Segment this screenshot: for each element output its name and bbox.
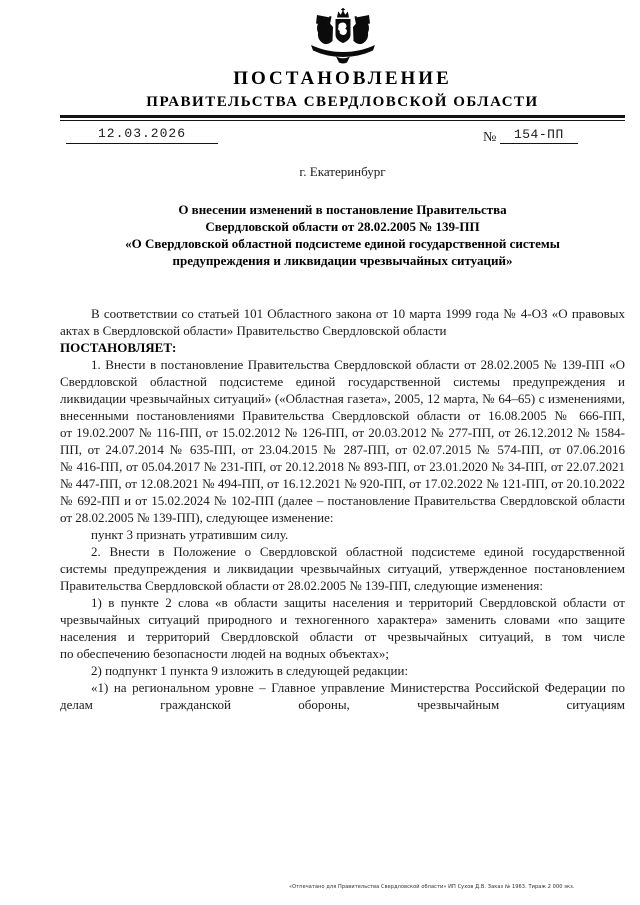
subject-line: Свердловской области от 28.02.2005 № 139-ПП [205, 219, 480, 234]
paragraph-resolves: ПОСТАНОВЛЯЕТ: [60, 340, 177, 355]
document-subject [60, 201, 625, 269]
decree-content [60, 8, 625, 713]
document-date: 12.03.2026 [66, 126, 218, 144]
subject-line: «О Свердловской областной подсистеме единой государственной системы [125, 236, 560, 251]
document-body [60, 305, 625, 713]
paragraph-preamble: В соответствии со статьей 101 Областного закона от 10 марта 1999 года № 4-ОЗ «О правовых актах в Свердловской области» Правительство Свердловской области [60, 306, 625, 338]
issuing-authority-title: ПРАВИТЕЛЬСТВА СВЕРДЛОВСКОЙ ОБЛАСТИ [146, 94, 539, 110]
paragraph-item-1: 1. Внести в постановление Правительства Свердловской области от 28.02.2005 № 139-ПП «О Свердловской областной подсистеме единой государственной системы предупреждения и ликвидации чрезвычайных ситуаций» («Областная газета», 2005, 12 марта, № 64–65) с изменениями, внесенными постановлениями Правительства Свердловской области от 16.08.2005 № 666-ПП, от 19.02.2007 № 116-ПП, от 15.02.2012 № 126-ПП, от 20.03.2012 № 277-ПП, от 26.12.2012 № 1584-ПП, от 24.07.2014 № 635-ПП, от 23.04.2015 № 287-ПП, от 02.07.2015 № 574-ПП, от 07.06.2016 № 416-ПП, от 05.04.2017 № 231-ПП, от 20.12.2018 № 893-ПП, от 23.01.2020 № 34-ПП, от 22.07.2021 № 447-ПП, от 12.08.2021 № 494-ПП, от 16.12.2021 № 920-ПП, от 17.02.2022 № 121-ПП, от 20.10.2022 № 692-ПП и от 15.02.2024 № 102-ПП (далее – постановление Правительства Свердловской области от 28.02.2005 № 139-ПП), следующее изменение: [60, 357, 625, 525]
paragraph-item-2: 2. Внести в Положение о Свердловской областной подсистеме единой государственной системы предупреждения и ликвидации чрезвычайных ситуаций, утвержденное постановлением Правительства Свердловской области от 28.02.2005 № 139-ПП, следующие изменения: [60, 544, 625, 593]
paragraph-subitem-2: 2) подпункт 1 пункта 9 изложить в следующей редакции: [91, 663, 409, 678]
paragraph-new-wording: «1) на региональном уровне – Главное управление Министерства Российской Федерации по делам гражданской обороны, чрезвычайным ситуациям [60, 680, 625, 712]
document-city: г. Екатеринбург [299, 164, 386, 179]
document-type-title: ПОСТАНОВЛЕНИЕ [233, 68, 452, 89]
paragraph-item-1-change: пункт 3 признать утратившим силу. [91, 527, 289, 542]
subject-line: О внесении изменений в постановление Правительства [178, 202, 507, 217]
document-number-field [483, 129, 578, 146]
subject-line: предупреждения и ликвидации чрезвычайных ситуаций» [172, 253, 513, 268]
meta-row [60, 121, 625, 155]
document-number: 154-ПП [500, 127, 578, 144]
print-shop-imprint: «Отпечатано для Правительства Свердловской области» ИП Сухов Д.В. Заказ № 1963. Тираж 2 000 экз. [289, 884, 575, 890]
coat-of-arms-icon [306, 8, 380, 65]
number-sign: № [483, 130, 497, 145]
paragraph-subitem-1: 1) в пункте 2 слова «в области защиты населения и территорий Свердловской области от чрезвычайных ситуаций природного и техногенного характера» заменить словами «по защите населения и территорий Свердловской области от чрезвычайных ситуаций, в том числе по обеспечению безопасности людей на водных объектах»; [60, 595, 625, 661]
